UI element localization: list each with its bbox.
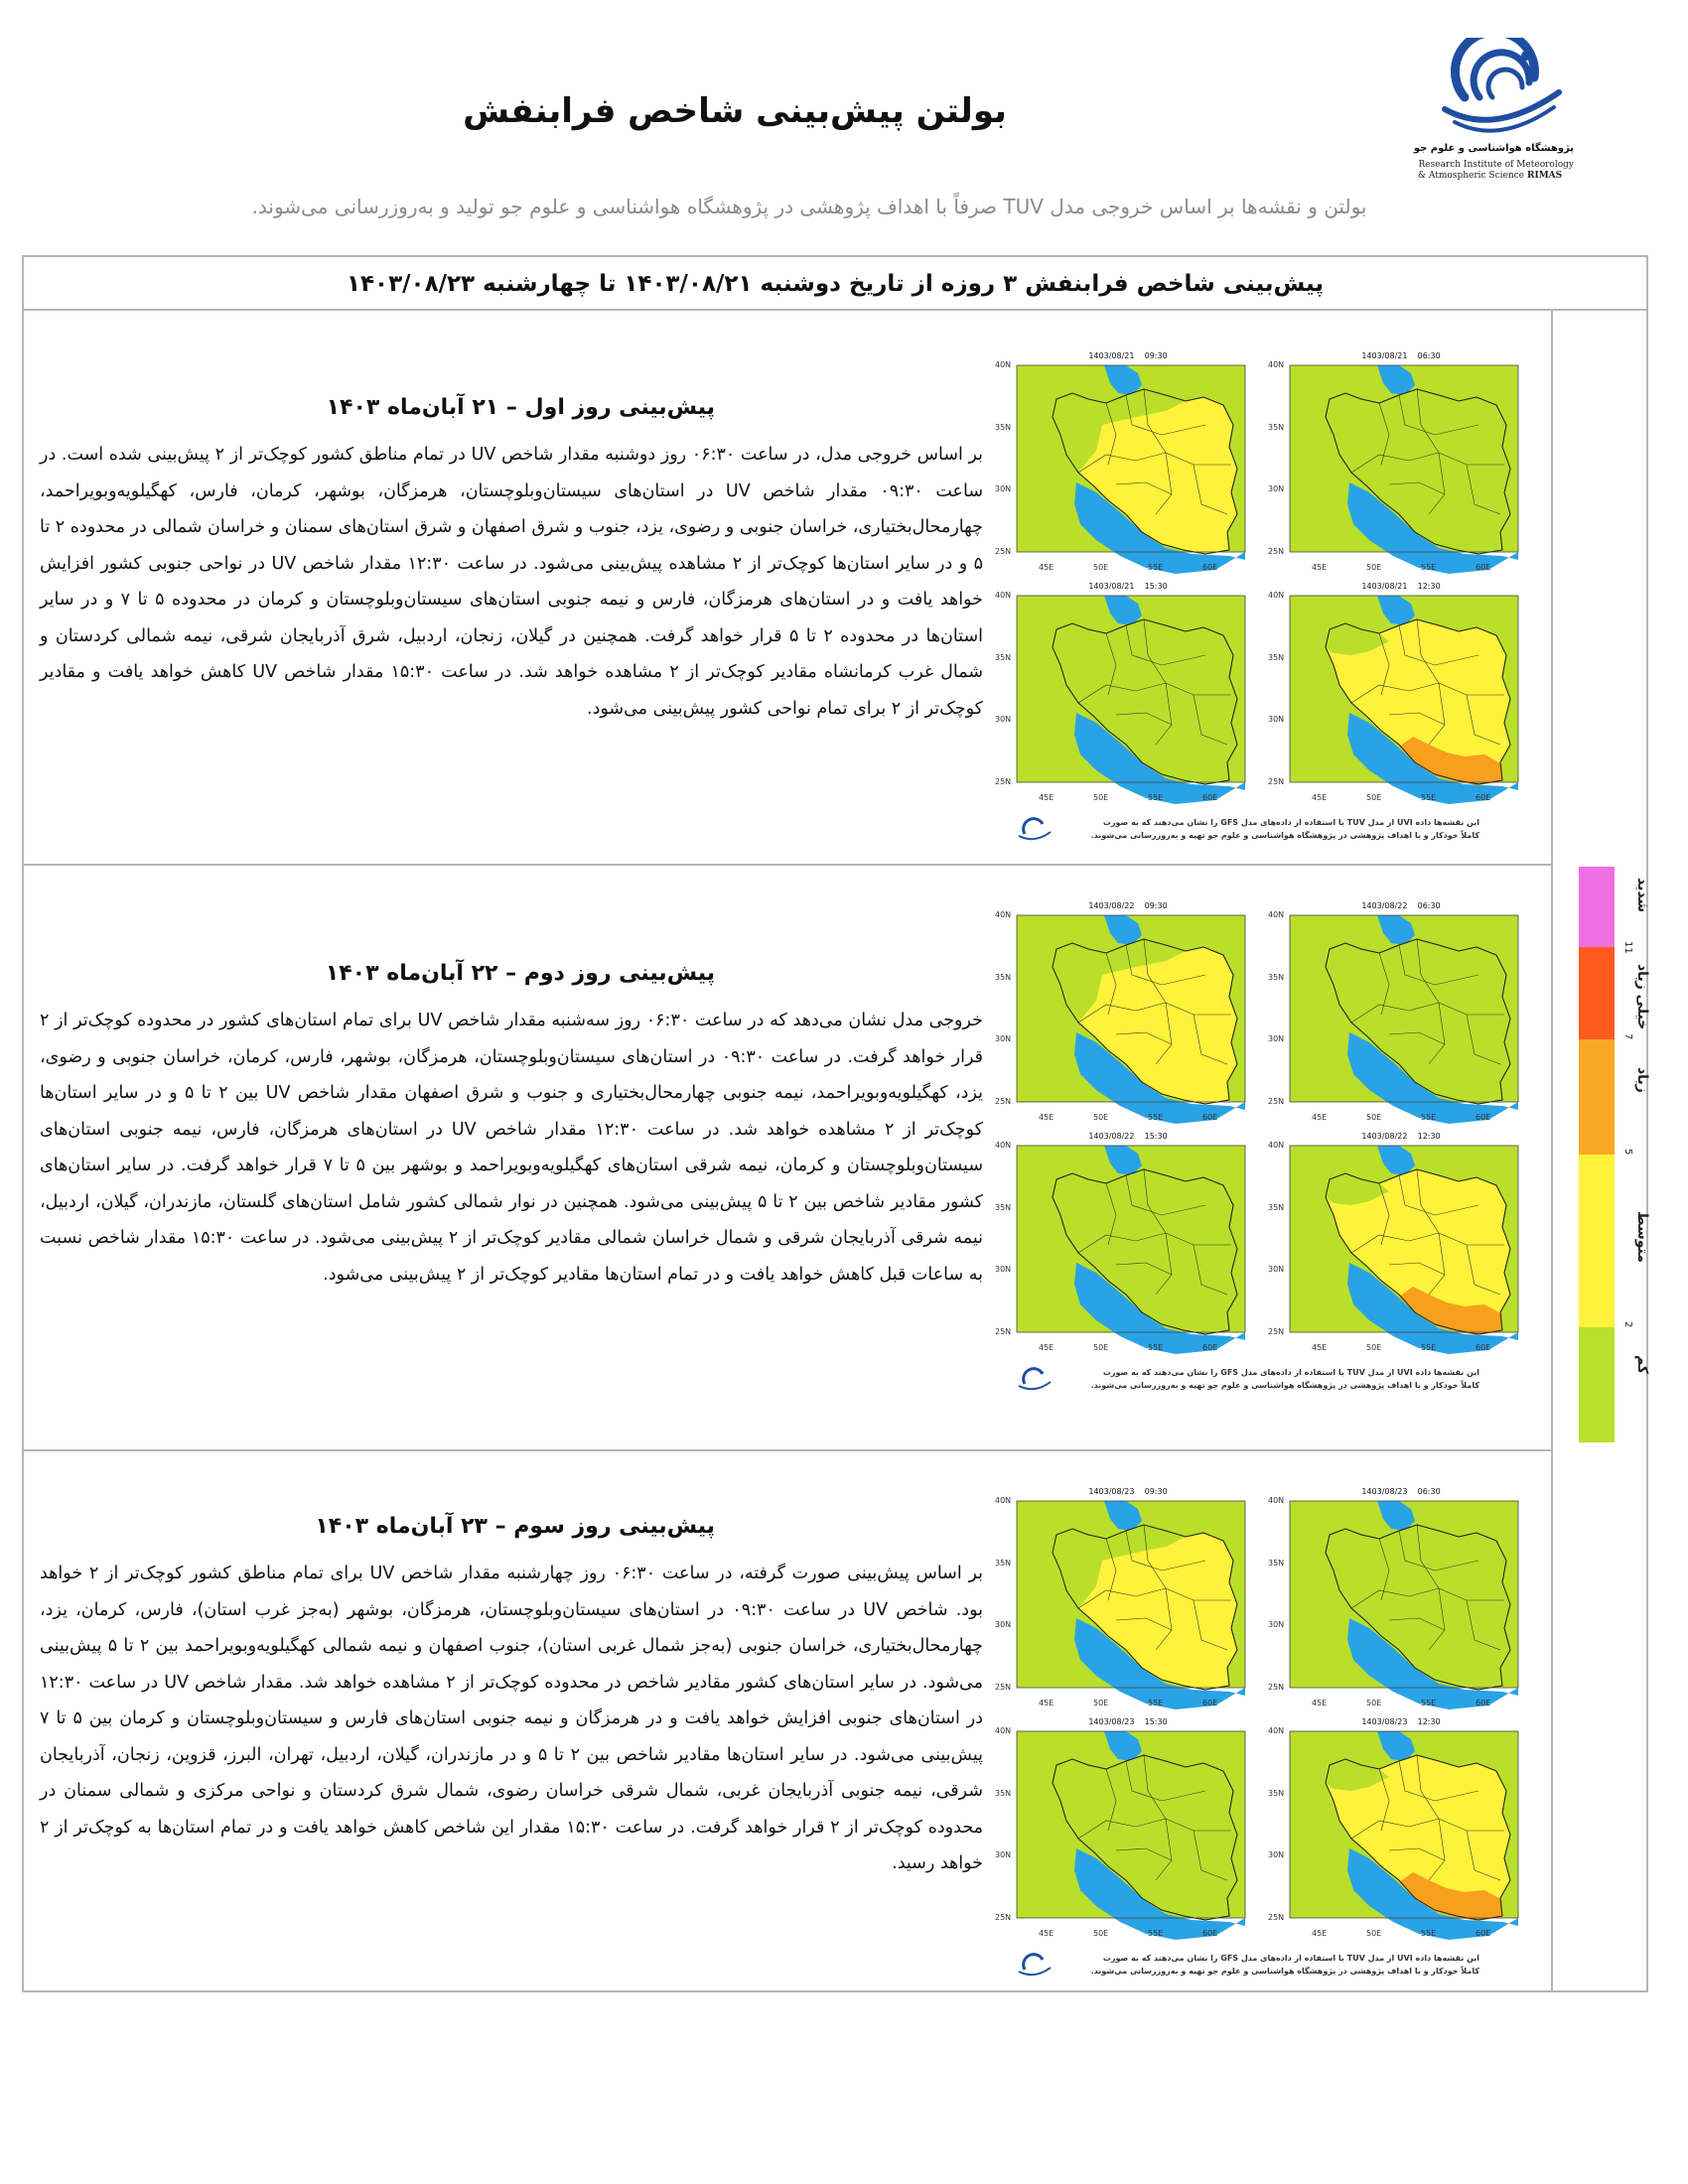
legend-label: خیلی زیاد [1634, 963, 1650, 1029]
lat-tick-label: 35N [995, 1788, 1012, 1798]
caption-logo-icon [1015, 814, 1055, 842]
lon-tick-label: 60E [1202, 1699, 1218, 1707]
map-date: 1403/08/21 [1088, 582, 1135, 591]
lat-tick-label: 25N [995, 547, 1012, 556]
lat-tick-label: 30N [1268, 715, 1285, 725]
lon-tick-label: 45E [1312, 1699, 1328, 1707]
lat-tick-label: 25N [995, 1683, 1012, 1692]
lat-tick-label: 40N [1268, 910, 1285, 919]
lon-tick-label: 50E [1366, 1699, 1382, 1707]
lon-tick-label: 45E [1039, 1929, 1055, 1938]
caption-logo-icon [1015, 1364, 1055, 1392]
uv-map-0930 [993, 899, 1263, 1126]
day1-text: بر اساس خروجی مدل، در ساعت ۰۶:۳۰ روز دوشنبه مقدار شاخص UV در تمام مناطق کشور کوچک‌تر از ۲ پیش‌بینی شده است. در ساعت ۰۹:۳۰ مقدار شاخص UV در استان‌های سیستان‌وبلوچستان، هرمزگان، بوشهر، کرمان، فارس، کهگیلویه‌وبویراحمد، چهارمحال‌بختیاری، خراسان جنوبی و رضوی، یزد، جنوب و شرق اصفهان و شرق استان‌های سمنان و خراسان شمالی در محدوده ۲ تا ۵ و در سایر استان‌ها کوچک‌تر از ۲ مشاهده پیش‌بینی می‌شود. در ساعت ۱۲:۳۰ مقدار شاخص UV در نواحی جنوبی کشور افزایش خواهد یافت و در استان‌های هرمزگان، فارس و نیمه جنوبی استان‌های سیستان‌وبلوچستان و کرمان در محدوده ۵ تا ۷ و در سایر استان‌ها در محدوده ۲ تا ۵ قرار خواهد گرفت. همچنین در گیلان، زنجان، اردبیل، شرق آذربایجان شرقی، نیمه شمالی کردستان و شمال غرب کرمانشاه مقادیر کوچک‌تر از ۲ مشاهده خواهد شد. در ساعت ۱۵:۳۰ مقدار شاخص UV کاهش خواهد یافت و مقادیر کوچک‌تر از ۲ برای تمام نواحی کشور پیش‌بینی می‌شود. [40, 445, 984, 719]
uv-map-1230 [1266, 580, 1536, 806]
lat-tick-label: 30N [995, 1265, 1012, 1275]
map-date: 1403/08/23 [1361, 1717, 1408, 1726]
legend-threshold: 2 [1622, 1321, 1633, 1328]
logo-name-en-1: Research Institute of Meteorology [1418, 160, 1574, 170]
lat-tick-label: 35N [995, 652, 1012, 662]
lon-tick-label: 50E [1093, 1699, 1109, 1707]
map-caption [1062, 816, 1479, 842]
map-caption-line2: کاملاً خودکار و با اهداف پژوهشی در پژوهشگاه هواشناسی و علوم جو تهیه و به‌روزرسانی می‌شوند. [1090, 831, 1479, 840]
rimas-logo [1385, 38, 1584, 197]
lon-tick-label: 45E [1039, 563, 1055, 572]
lat-tick-label: 35N [1268, 972, 1285, 982]
lon-tick-label: 55E [1421, 1929, 1437, 1938]
lat-tick-label: 35N [995, 1558, 1012, 1568]
uv-map-0930 [993, 349, 1263, 576]
map-time: 12:30 [1417, 1717, 1441, 1726]
map-date: 1403/08/22 [1361, 1132, 1408, 1141]
lon-tick-label: 45E [1039, 1699, 1055, 1707]
lon-tick-label: 60E [1202, 1113, 1218, 1122]
lat-tick-label: 35N [1268, 652, 1285, 662]
uv-map-0630 [1266, 899, 1536, 1126]
map-timestamp [1266, 351, 1536, 360]
lon-tick-label: 45E [1039, 793, 1055, 802]
lon-tick-label: 50E [1093, 1929, 1109, 1938]
lat-tick-label: 35N [1268, 1202, 1285, 1212]
lon-tick-label: 55E [1148, 1699, 1164, 1707]
map-date: 1403/08/22 [1088, 901, 1135, 910]
lat-tick-label: 35N [995, 1202, 1012, 1212]
map-timestamp [1266, 901, 1536, 910]
map-date: 1403/08/22 [1088, 1132, 1135, 1141]
map-date: 1403/08/21 [1361, 582, 1408, 591]
lon-tick-label: 55E [1421, 1699, 1437, 1707]
map-date: 1403/08/21 [1361, 351, 1408, 360]
map-date: 1403/08/23 [1088, 1487, 1135, 1496]
caption-logo-icon [1015, 1950, 1055, 1978]
legend-swatch [1579, 1039, 1615, 1155]
map-timestamp [993, 582, 1263, 591]
logo-acronym: RIMAS [1527, 171, 1563, 181]
row-divider-2 [24, 1449, 1551, 1451]
lat-tick-label: 30N [995, 1620, 1012, 1630]
uv-map-0930 [993, 1485, 1263, 1711]
lon-tick-label: 50E [1093, 563, 1109, 572]
map-time: 09:30 [1144, 1487, 1168, 1496]
uv-legend [1579, 867, 1615, 1442]
legend-label: کم [1634, 1355, 1650, 1375]
map-caption [1062, 1366, 1479, 1392]
lon-tick-label: 60E [1476, 1113, 1491, 1122]
uv-map-1530 [993, 1130, 1263, 1356]
map-time: 09:30 [1144, 351, 1168, 360]
lat-tick-label: 30N [1268, 1034, 1285, 1044]
lat-tick-label: 40N [995, 910, 1012, 919]
map-time: 09:30 [1144, 901, 1168, 910]
lon-tick-label: 55E [1421, 563, 1437, 572]
lat-tick-label: 40N [1268, 360, 1285, 369]
lon-tick-label: 50E [1093, 793, 1109, 802]
lon-tick-label: 60E [1476, 1699, 1491, 1707]
day2-map-panel [993, 899, 1549, 1396]
lat-tick-label: 25N [1268, 777, 1285, 786]
day3-title: پیش‌بینی روز سوم – ۲۳ آبان‌ماه ۱۴۰۳ [315, 1514, 715, 1539]
rimas-logo-icon [1385, 38, 1584, 147]
map-timestamp [993, 1717, 1263, 1726]
map-time: 06:30 [1417, 351, 1441, 360]
lon-tick-label: 60E [1202, 1929, 1218, 1938]
map-time: 06:30 [1417, 1487, 1441, 1496]
map-caption-line1: این نقشه‌ها داده UVI از مدل TUV با استفاده از داده‌های مدل GFS را نشان می‌دهند که به صورت [1102, 818, 1479, 827]
map-date: 1403/08/23 [1088, 1717, 1135, 1726]
map-timestamp [1266, 582, 1536, 591]
lon-tick-label: 60E [1476, 1929, 1491, 1938]
map-caption [1062, 1952, 1479, 1978]
uv-map-1530 [993, 1715, 1263, 1942]
lat-tick-label: 30N [995, 1850, 1012, 1860]
lon-tick-label: 60E [1476, 563, 1491, 572]
uv-map-1230 [1266, 1715, 1536, 1942]
logo-name-en-2: & Atmospheric Science [1418, 171, 1524, 181]
lon-tick-label: 45E [1312, 563, 1328, 572]
lat-tick-label: 40N [995, 591, 1012, 600]
map-time: 15:30 [1144, 1717, 1168, 1726]
lat-tick-label: 25N [995, 1097, 1012, 1106]
lon-tick-label: 45E [1312, 1113, 1328, 1122]
lon-tick-label: 60E [1476, 1343, 1491, 1352]
lat-tick-label: 25N [995, 1913, 1012, 1922]
legend-swatch [1579, 947, 1615, 1039]
day2-title: پیش‌بینی روز دوم – ۲۲ آبان‌ماه ۱۴۰۳ [325, 961, 715, 986]
day1-title: پیش‌بینی روز اول – ۲۱ آبان‌ماه ۱۴۰۳ [326, 395, 715, 420]
lat-tick-label: 35N [1268, 422, 1285, 432]
map-timestamp [993, 351, 1263, 360]
day3-text: بر اساس پیش‌بینی صورت گرفته، در ساعت ۰۶:۳۰ روز چهارشنبه مقدار شاخص UV برای تمام مناطق کشور کوچک‌تر از ۲ خواهد بود. شاخص UV در ساعت ۰۹:۳۰ در استان‌های سیستان‌وبلوچستان، هرمزگان، بوشهر (به‌جز غرب استان)، فارس، کرمان، یزد، چهارمحال‌بختیاری، خراسان جنوبی (به‌جز شمال غربی استان)، جنوب اصفهان و نیمه شمالی کهگیلویه‌وبویراحمد بین ۲ تا ۵ پیش‌بینی می‌شود. در سایر استان‌های کشور مقادیر شاخص در محدوده کوچک‌تر از ۲ مشاهده خواهد شد. مقدار شاخص UV در ساعت ۱۲:۳۰ در استان‌های جنوبی افزایش خواهد یافت و در هرمزگان و نیمه جنوبی استان‌های فارس و سیستان‌وبلوچستان و کرمان بین ۵ تا ۷ پیش‌بینی می‌شود. در سایر استان‌ها مقادیر شاخص بین ۲ تا ۵ و در مازندران، گیلان، اردبیل، تهران، البرز، قزوین، زنجان، آذربایجان شرقی، نیمه جنوبی آذربایجان غربی، شمال شرقی خراسان رضوی، شمال شرق کردستان و نواحی مرکزی و شمالی سمنان در محدوده کوچک‌تر از ۲ قرار خواهد گرفت. در ساعت ۱۵:۳۰ مقدار این شاخص کاهش خواهد یافت و در تمام استان‌ها به کوچک‌تر از ۲ خواهد رسید. [40, 1564, 984, 1873]
lon-tick-label: 45E [1312, 1343, 1328, 1352]
lon-tick-label: 55E [1421, 793, 1437, 802]
map-timestamp [1266, 1487, 1536, 1496]
map-timestamp [993, 901, 1263, 910]
uv-map-0630 [1266, 349, 1536, 576]
legend-threshold: 7 [1622, 1033, 1633, 1040]
lat-tick-label: 25N [1268, 1683, 1285, 1692]
lat-tick-label: 40N [1268, 591, 1285, 600]
map-caption-line2: کاملاً خودکار و با اهداف پژوهشی در پژوهشگاه هواشناسی و علوم جو تهیه و به‌روزرسانی می‌شوند. [1090, 1967, 1479, 1976]
lat-tick-label: 30N [1268, 1850, 1285, 1860]
lon-tick-label: 45E [1039, 1113, 1055, 1122]
lat-tick-label: 25N [995, 1327, 1012, 1336]
lon-tick-label: 60E [1202, 1343, 1218, 1352]
map-time: 12:30 [1417, 582, 1441, 591]
legend-threshold: 5 [1622, 1149, 1633, 1156]
day2-text: خروجی مدل نشان می‌دهد که در ساعت ۰۶:۳۰ روز سه‌شنبه مقدار شاخص UV برای تمام استان‌های کشور در محدوده کوچک‌تر از ۲ قرار خواهد گرفت. در ساعت ۰۹:۳۰ در استان‌های سیستان‌وبلوچستان، هرمزگان، بوشهر، فارس، کرمان، خراسان جنوبی و رضوی، یزد، کهگیلویه‌وبویراحمد، نیمه جنوبی چهارمحال‌بختیاری و جنوب و شرق اصفهان مقدار شاخص UV بین ۲ تا ۵ و در سایر استان‌ها کوچک‌تر از ۲ مشاهده خواهد شد. در ساعت ۱۲:۳۰ مقدار شاخص UV در استان‌های هرمزگان، فارس، نیمه جنوبی استان‌های سیستان‌وبلوچستان و کرمان، نیمه شرقی استان‌های کهگیلویه‌وبویراحمد و بوشهر بین ۵ تا ۷ قرار خواهد گرفت. در سایر استان‌های کشور مقادیر شاخص بین ۲ تا ۵ پیش‌بینی می‌شود. همچنین در نوار شمالی کشور شامل استان‌های گلستان، مازندران، گیلان، اردبیل، نیمه شرقی آذربایجان شرقی و شمال خراسان شمالی مقادیر کوچک‌تر از ۲ پیش‌بینی می‌شود. در ساعت ۱۵:۳۰ مقدار شاخص نسبت به ساعات قبل کاهش خواهد یافت و در تمام استان‌ها مقادیر کوچک‌تر از ۲ پیش‌بینی می‌شود. [40, 1011, 984, 1285]
lat-tick-label: 30N [995, 484, 1012, 494]
page-title: بولتن پیش‌بینی شاخص فرابنفش [463, 91, 1007, 131]
lat-tick-label: 40N [995, 1726, 1012, 1735]
subtitle: بولتن و نقشه‌ها بر اساس خروجی مدل TUV صرفاً با اهداف پژوهشی در پژوهشگاه هواشناسی و علوم جو تولید و به‌روزرسانی می‌شوند. [251, 195, 1367, 218]
legend-swatch [1579, 1155, 1615, 1327]
legend-label: شدید [1634, 877, 1650, 912]
lat-tick-label: 30N [995, 1034, 1012, 1044]
lat-tick-label: 30N [1268, 484, 1285, 494]
lat-tick-label: 35N [995, 972, 1012, 982]
lat-tick-label: 30N [1268, 1620, 1285, 1630]
map-caption-line2: کاملاً خودکار و با اهداف پژوهشی در پژوهشگاه هواشناسی و علوم جو تهیه و به‌روزرسانی می‌شوند. [1090, 1381, 1479, 1390]
lat-tick-label: 30N [1268, 1265, 1285, 1275]
uv-map-0630 [1266, 1485, 1536, 1711]
lon-tick-label: 50E [1093, 1113, 1109, 1122]
lon-tick-label: 50E [1366, 1929, 1382, 1938]
lat-tick-label: 40N [1268, 1496, 1285, 1505]
map-timestamp [993, 1487, 1263, 1496]
map-timestamp [1266, 1717, 1536, 1726]
lon-tick-label: 50E [1366, 563, 1382, 572]
lon-tick-label: 45E [1312, 1929, 1328, 1938]
lat-tick-label: 40N [1268, 1726, 1285, 1735]
map-time: 15:30 [1144, 1132, 1168, 1141]
lat-tick-label: 25N [1268, 1327, 1285, 1336]
uv-map-1530 [993, 580, 1263, 806]
column-divider [1551, 311, 1553, 1990]
lon-tick-label: 60E [1202, 563, 1218, 572]
map-date: 1403/08/22 [1361, 901, 1408, 910]
uv-map-1230 [1266, 1130, 1536, 1356]
map-caption-line1: این نقشه‌ها داده UVI از مدل TUV با استفاده از داده‌های مدل GFS را نشان می‌دهند که به صورت [1102, 1954, 1479, 1963]
lon-tick-label: 55E [1421, 1113, 1437, 1122]
legend-label: متوسط [1634, 1211, 1650, 1263]
lat-tick-label: 35N [995, 422, 1012, 432]
lat-tick-label: 40N [995, 1496, 1012, 1505]
lat-tick-label: 35N [1268, 1558, 1285, 1568]
legend-threshold: 11 [1622, 941, 1633, 954]
lon-tick-label: 55E [1148, 1343, 1164, 1352]
lon-tick-label: 50E [1366, 793, 1382, 802]
lon-tick-label: 55E [1148, 563, 1164, 572]
lon-tick-label: 55E [1148, 793, 1164, 802]
lat-tick-label: 40N [995, 360, 1012, 369]
map-caption-line1: این نقشه‌ها داده UVI از مدل TUV با استفاده از داده‌های مدل GFS را نشان می‌دهند که به صورت [1102, 1368, 1479, 1377]
lon-tick-label: 60E [1202, 793, 1218, 802]
logo-name-fa: پژوهشگاه هواشناسی و علوم جو [1413, 143, 1574, 154]
map-time: 12:30 [1417, 1132, 1441, 1141]
table-header: پیش‌بینی شاخص فرابنفش ۳ روزه از تاریخ دوشنبه ۱۴۰۳/۰۸/۲۱ تا چهارشنبه ۱۴۰۳/۰۸/۲۳ [24, 257, 1646, 311]
lat-tick-label: 30N [995, 715, 1012, 725]
lat-tick-label: 25N [995, 777, 1012, 786]
map-timestamp [993, 1132, 1263, 1141]
lon-tick-label: 45E [1039, 1343, 1055, 1352]
lat-tick-label: 25N [1268, 1097, 1285, 1106]
day3-map-panel [993, 1485, 1549, 1981]
map-time: 06:30 [1417, 901, 1441, 910]
lon-tick-label: 55E [1148, 1113, 1164, 1122]
lat-tick-label: 40N [1268, 1141, 1285, 1150]
lon-tick-label: 45E [1312, 793, 1328, 802]
lat-tick-label: 25N [1268, 547, 1285, 556]
map-timestamp [1266, 1132, 1536, 1141]
lat-tick-label: 25N [1268, 1913, 1285, 1922]
map-date: 1403/08/23 [1361, 1487, 1408, 1496]
lon-tick-label: 55E [1148, 1929, 1164, 1938]
day1-map-panel [993, 349, 1549, 846]
map-time: 15:30 [1144, 582, 1168, 591]
lon-tick-label: 60E [1476, 793, 1491, 802]
lon-tick-label: 50E [1366, 1113, 1382, 1122]
lat-tick-label: 40N [995, 1141, 1012, 1150]
map-date: 1403/08/21 [1088, 351, 1135, 360]
legend-swatch [1579, 867, 1615, 947]
legend-label: زیاد [1634, 1067, 1650, 1093]
lat-tick-label: 35N [1268, 1788, 1285, 1798]
lon-tick-label: 50E [1366, 1343, 1382, 1352]
row-divider-1 [24, 864, 1551, 866]
legend-swatch [1579, 1327, 1615, 1442]
lon-tick-label: 50E [1093, 1343, 1109, 1352]
lon-tick-label: 55E [1421, 1343, 1437, 1352]
